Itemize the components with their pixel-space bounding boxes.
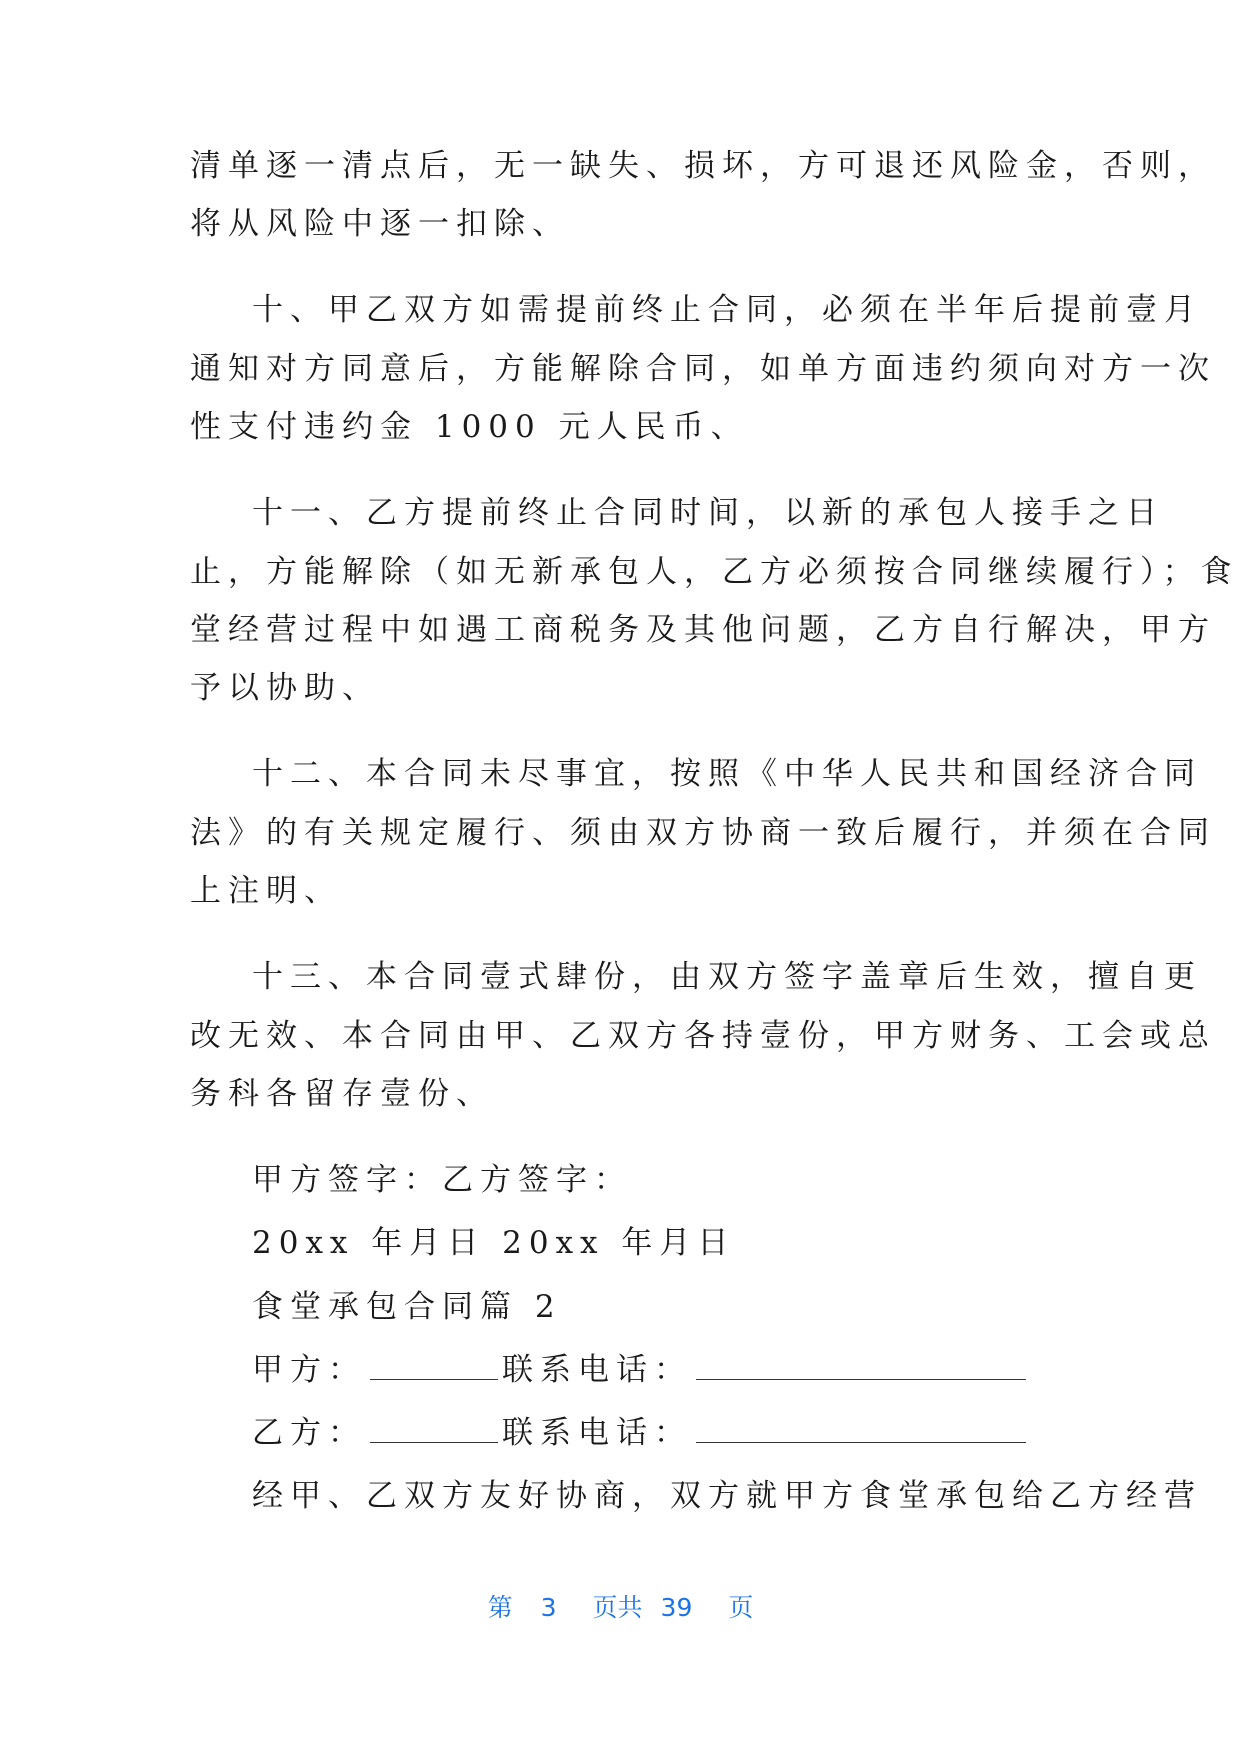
party-b-phone-blank [696,1414,1026,1443]
party-b-name-blank [370,1414,498,1443]
section-title: 食堂承包合同篇 2 [252,1289,562,1325]
text-line: 清单逐一清点后，无一缺失、损坏，方可退还风险金，否则， [190,148,1216,184]
text-line: 务科各留存壹份、 [190,1076,494,1112]
party-a-row [252,1350,1030,1390]
party-b-phone-label: 联系电话： [502,1415,692,1451]
signature-line: 甲方签字：乙方签字： [252,1162,632,1198]
page-footer [0,1591,1241,1625]
clause-10-line: 十、甲乙双方如需提前终止合同，必须在半年后提前壹月 [252,292,1202,328]
party-a-label: 甲方： [252,1352,366,1388]
intro-line: 经甲、乙双方友好协商，双方就甲方食堂承包给乙方经营 [252,1478,1202,1514]
total-pages-number: 39 [660,1593,693,1622]
party-b-row [252,1413,1030,1453]
party-a-phone-label: 联系电话： [502,1352,692,1388]
current-page-number: 3 [540,1593,557,1622]
text-line: 通知对方同意后，方能解除合同，如单方面违约须向对方一次 [190,351,1216,387]
clause-11-line: 十一、乙方提前终止合同时间，以新的承包人接手之日 [252,495,1164,531]
text-line: 性支付违约金 1000 元人民币、 [190,409,749,445]
text-line: 上注明、 [190,873,342,909]
footer-middle: 页共 [592,1593,643,1622]
text-line: 改无效、本合同由甲、乙双方各持壹份，甲方财务、工会或总 [190,1018,1216,1054]
party-a-name-blank [370,1351,498,1380]
text-line: 将从风险中逐一扣除、 [190,206,570,242]
clause-13-line: 十三、本合同壹式肆份，由双方签字盖章后生效，擅自更 [252,959,1202,995]
footer-suffix: 页 [728,1593,754,1622]
text-line: 止，方能解除（如无新承包人，乙方必须按合同继续履行）；食 [190,554,1239,590]
date-line: 20xx 年月日 20xx 年月日 [252,1225,736,1261]
text-line: 予以协助、 [190,670,380,706]
footer-prefix: 第 [487,1593,513,1622]
text-line: 法》的有关规定履行、须由双方协商一致后履行，并须在合同 [190,815,1216,851]
text-line: 堂经营过程中如遇工商税务及其他问题，乙方自行解决，甲方 [190,612,1216,648]
party-a-phone-blank [696,1351,1026,1380]
party-b-label: 乙方： [252,1415,366,1451]
clause-12-line: 十二、本合同未尽事宜，按照《中华人民共和国经济合同 [252,756,1202,792]
